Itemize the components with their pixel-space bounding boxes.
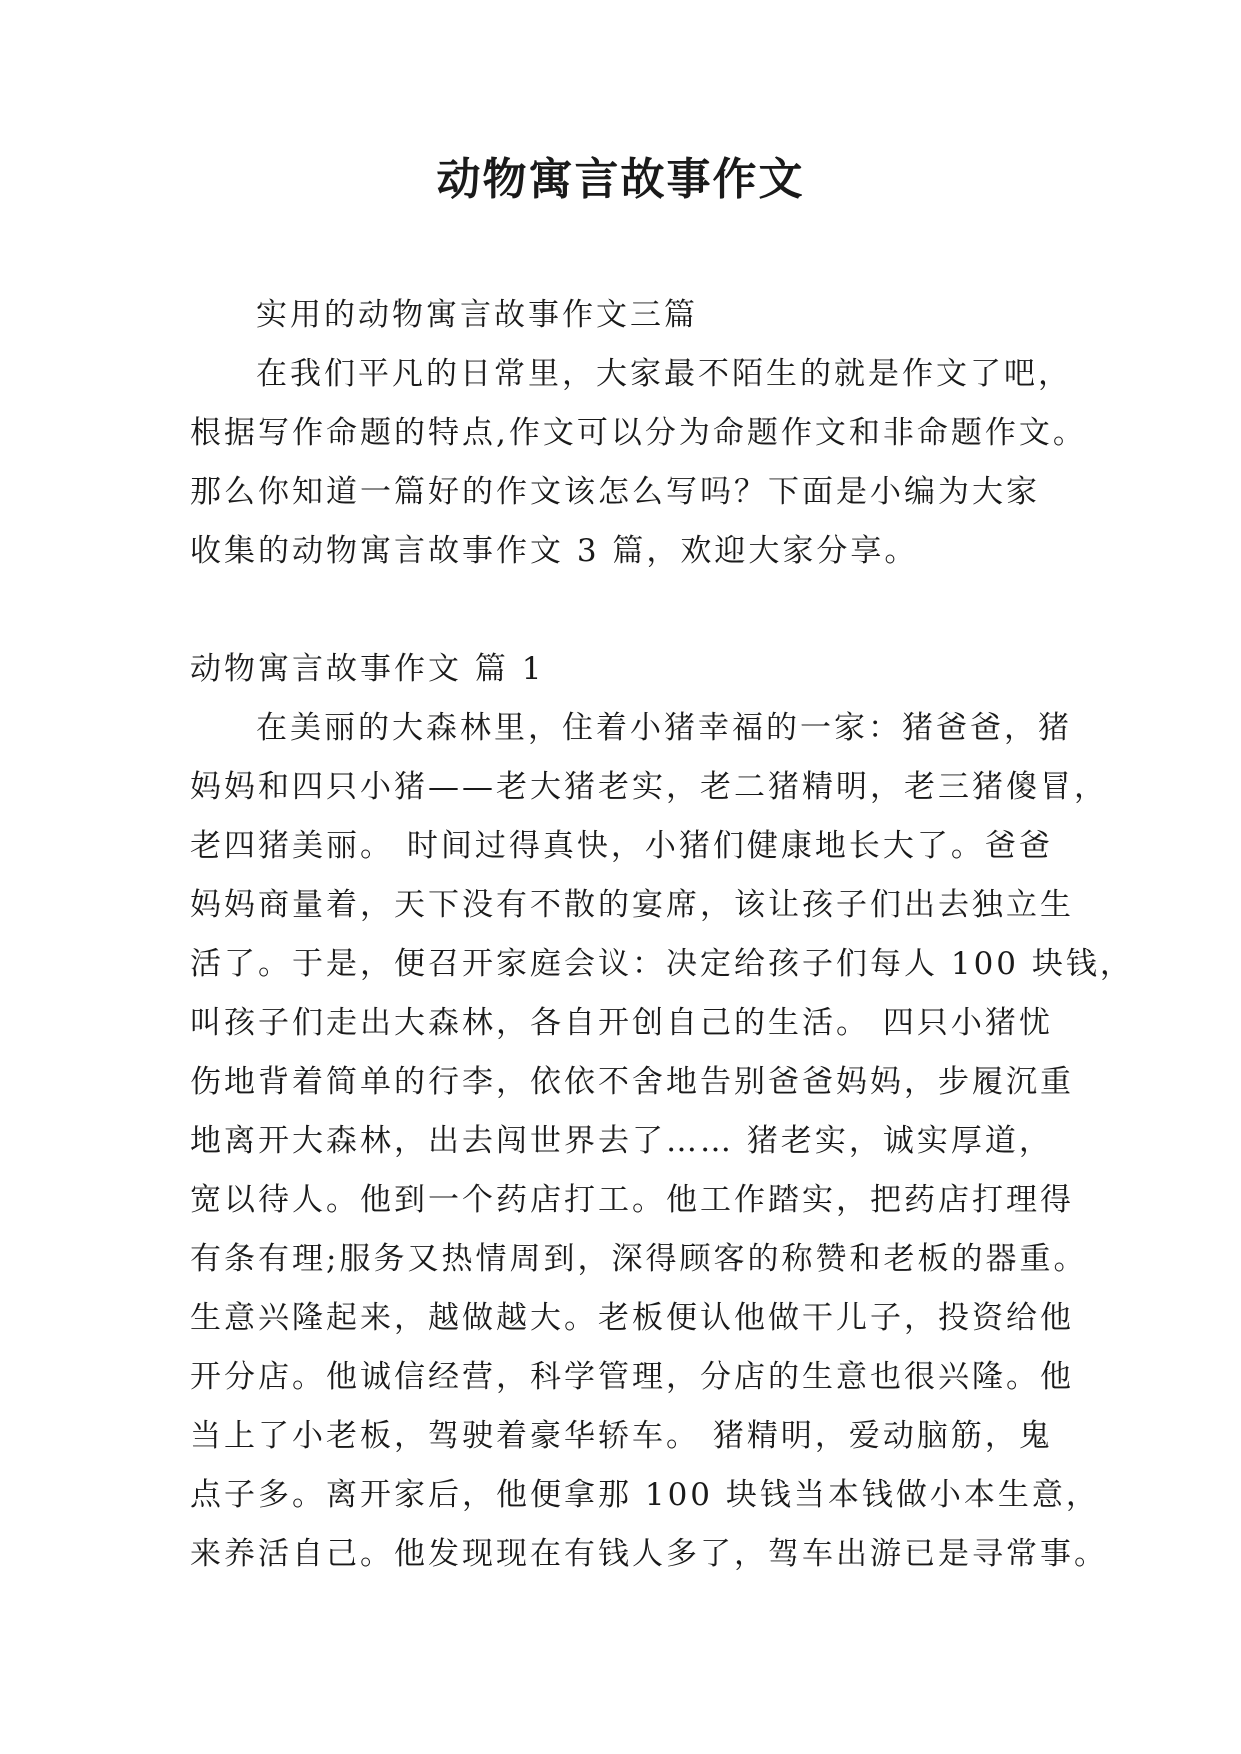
story-line: 活了。于是，便召开家庭会议：决定给孩子们每人 100 块钱， [190,946,1134,982]
story-line: 在美丽的大森林里，住着小猪幸福的一家：猪爸爸，猪 [256,710,1072,746]
document-title: 动物寓言故事作文 [436,154,805,205]
story-line: 妈妈和四只小猪——老大猪老实，老二猪精明，老三猪傻冒， [190,769,1108,805]
story-line: 伤地背着简单的行李，依依不舍地告别爸爸妈妈，步履沉重 [190,1064,1074,1100]
subtitle: 实用的动物寓言故事作文三篇 [256,297,698,333]
story-line: 妈妈商量着，天下没有不散的宴席，该让孩子们出去独立生 [190,887,1074,923]
story-line: 当上了小老板，驾驶着豪华轿车。 猪精明，爱动脑筋，鬼 [190,1418,1053,1454]
story-line: 叫孩子们走出大森林，各自开创自己的生活。 四只小猪忧 [190,1005,1053,1041]
intro-line: 在我们平凡的日常里，大家最不陌生的就是作文了吧， [256,356,1072,392]
story-line: 开分店。他诚信经营，科学管理，分店的生意也很兴隆。他 [190,1359,1074,1395]
intro-line: 收集的动物寓言故事作文 3 篇，欢迎大家分享。 [190,533,919,569]
story-line: 点子多。离开家后，他便拿那 100 块钱当本钱做小本生意， [190,1477,1100,1513]
intro-line: 根据写作命题的特点,作文可以分为命题作文和非命题作文。 [190,415,1087,451]
story-line: 地离开大森林，出去闯世界去了…… 猪老实，诚实厚道， [190,1123,1053,1159]
section-heading: 动物寓言故事作文 篇 1 [190,651,545,687]
story-line: 来养活自己。他发现现在有钱人多了，驾车出游已是寻常事。 [190,1536,1108,1572]
document-body [190,286,1134,1584]
story-line: 老四猪美丽。 时间过得真快，小猪们健康地长大了。爸爸 [190,828,1053,864]
intro-line: 那么你知道一篇好的作文该怎么写吗？下面是小编为大家 [190,474,1040,510]
story-line: 生意兴隆起来，越做越大。老板便认他做干儿子，投资给他 [190,1300,1074,1336]
story-line: 宽以待人。他到一个药店打工。他工作踏实，把药店打理得 [190,1182,1074,1218]
paragraph-gap [190,581,1070,640]
story-line: 有条有理;服务又热情周到，深得顾客的称赞和老板的器重。 [190,1241,1088,1277]
